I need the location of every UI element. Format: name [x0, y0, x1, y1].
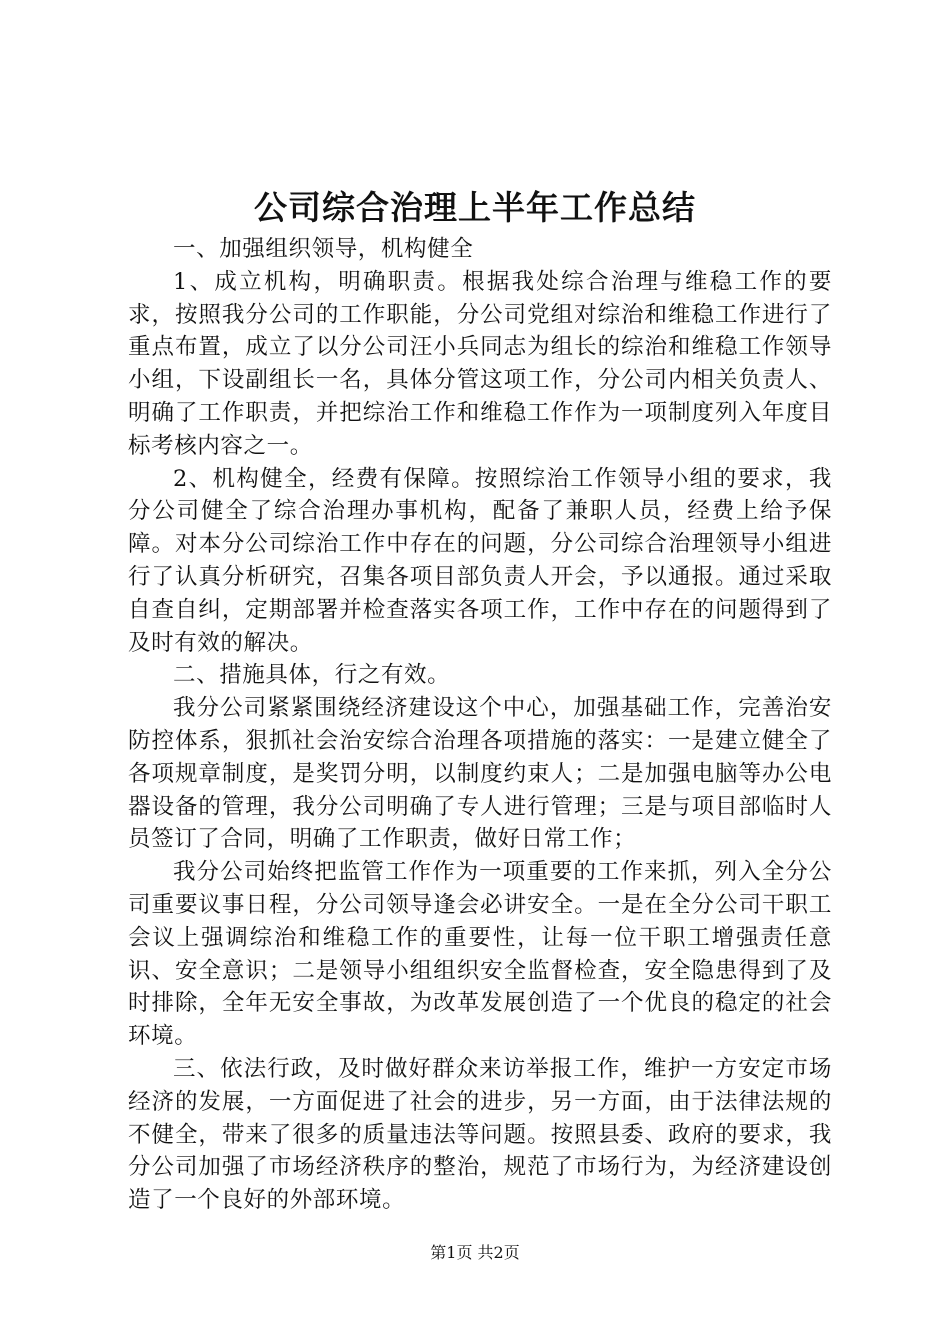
paragraph-1: 1、成立机构，明确职责。根据我处综合治理与维稳工作的要求，按照我分公司的工作职能，分公司党组对综治和维稳工作进行了重点布置，成立了以分公司汪小兵同志为组长的综治和维稳工作领导小组，下设副组长一名，具体分管这项工作，分公司内相关负责人、明确了工作职责，并把综治工作和维稳工作作为一项制度列入年度目标考核内容之一。 — [128, 268, 832, 459]
paragraph-2: 2、机构健全，经费有保障。按照综治工作领导小组的要求，我分公司健全了综合治理办事机构，配备了兼职人员，经费上给予保障。对本分公司综治工作中存在的问题，分公司综合治理领导小组进行了认真分析研究，召集各项目部负责人开会，予以通报。通过采取自查自纠，定期部署并检查落实各项工作，工作中存在的问题得到了及时有效的解决。 — [128, 465, 832, 656]
document-body — [128, 233, 832, 1217]
paragraph-4: 我分公司始终把监管工作作为一项重要的工作来抓，列入全分公司重要议事日程，分公司领导逢会必讲安全。一是在全分公司干职工会议上强调综治和维稳工作的重要性，让每一位干职工增强责任意识、安全意识；二是领导小组组织安全监督检查，安全隐患得到了及时排除，全年无安全事故，为改革发展创造了一个优良的稳定的社会环境。 — [128, 859, 832, 1050]
section-heading-1: 一、加强组织领导，机构健全 — [173, 236, 474, 262]
page-footer: 第1页 共2页 — [430, 1243, 520, 1262]
section-heading-2: 二、措施具体，行之有效。 — [173, 662, 451, 689]
paragraph-3: 我分公司紧紧围绕经济建设这个中心，加强基础工作，完善治安防控体系，狠抓社会治安综合治理各项措施的落实：一是建立健全了各项规章制度，是奖罚分明，以制度约束人；二是加强电脑等办公电器设备的管理，我分公司明确了专人进行管理；三是与项目部临时人员签订了合同，明确了工作职责，做好日常工作； — [128, 695, 832, 853]
paragraph-5: 三、依法行政，及时做好群众来访举报工作，维护一方安定市场经济的发展，一方面促进了社会的进步，另一方面，由于法律法规的不健全，带来了很多的质量违法等问题。按照县委、政府的要求，我分公司加强了市场经济秩序的整治，规范了市场行为，为经济建设创造了一个良好的外部环境。 — [128, 1055, 832, 1214]
document-title: 公司综合治理上半年工作总结 — [254, 188, 696, 227]
